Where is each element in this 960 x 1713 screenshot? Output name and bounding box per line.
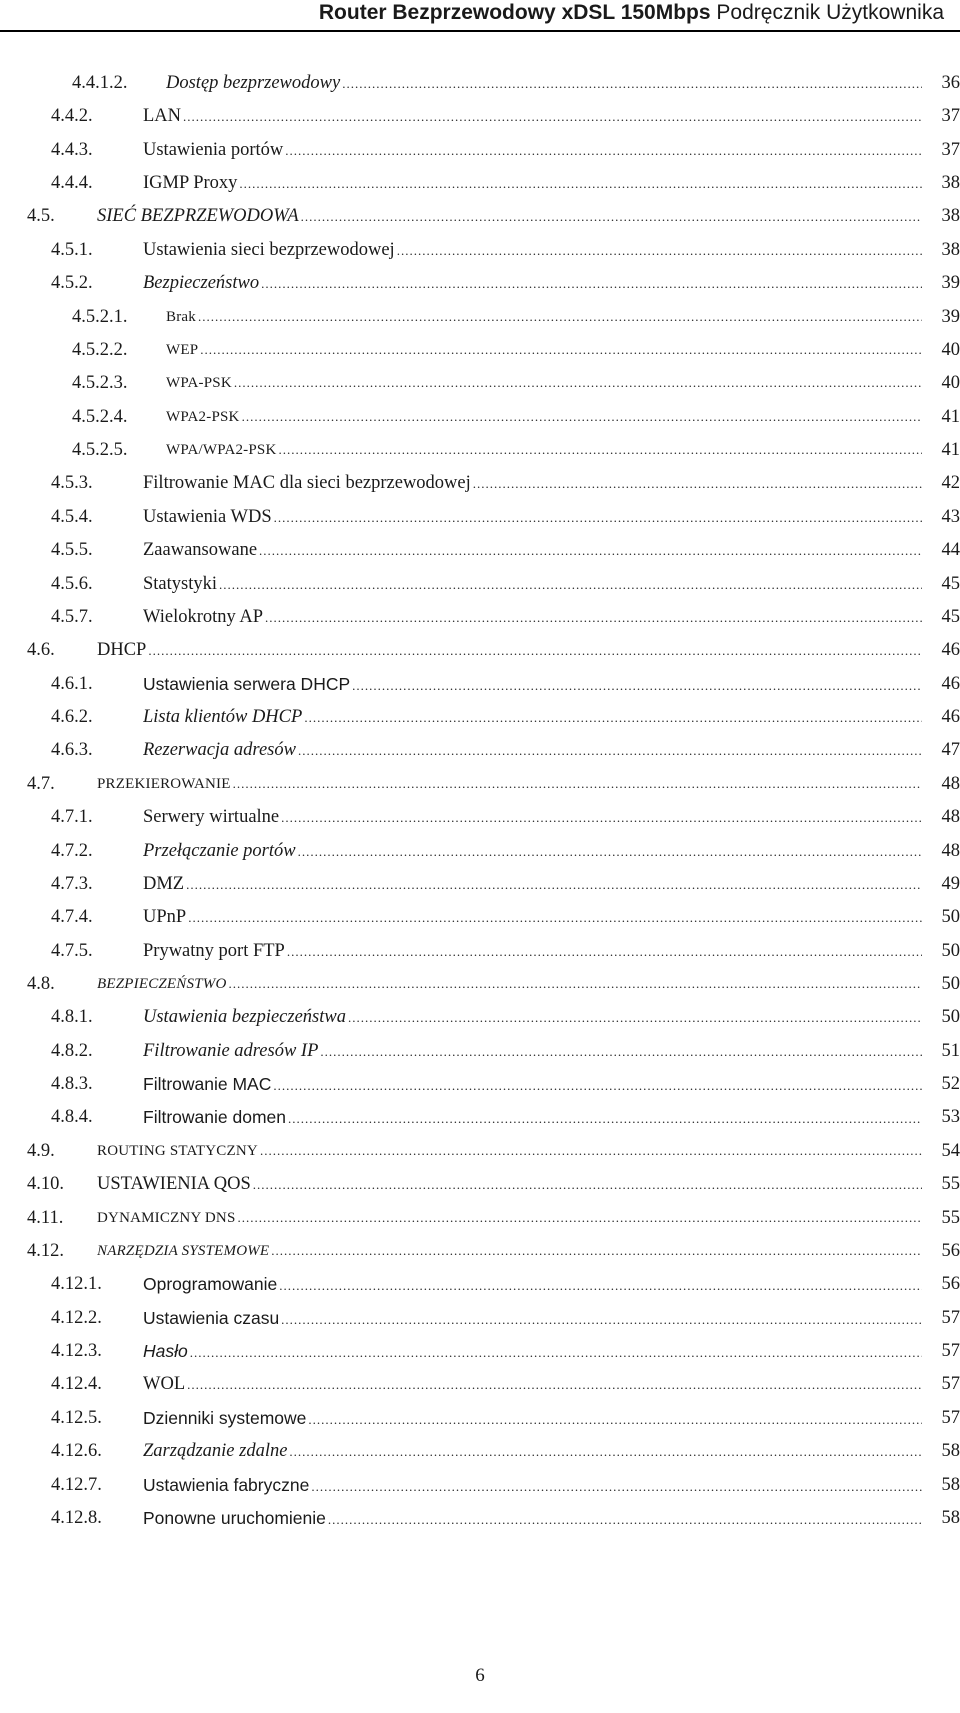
toc-leader-dots [265,603,922,632]
toc-entry-page: 46 [941,640,960,661]
toc-entry-number: 4.12.2. [51,1307,102,1328]
toc-entry-number: 4.7.3. [51,873,93,894]
toc-entry-page: 58 [941,1474,960,1495]
toc-entry-title: DMZ [143,869,186,899]
toc-entry-page: 57 [941,1407,960,1428]
toc-entry[interactable] [0,1269,960,1299]
toc-entry-title: Filtrowanie adresów IP [143,1036,320,1066]
toc-entry[interactable] [0,836,960,866]
toc-entry[interactable] [0,602,960,632]
toc-entry-title: Hasło [143,1336,190,1366]
toc-entry[interactable] [0,135,960,165]
toc-leader-dots [228,969,922,999]
toc-entry-number: 4.11. [27,1207,64,1228]
toc-entry-title: WPA2-PSK [166,402,242,432]
toc-entry-title: Filtrowanie MAC dla sieci bezprzewodowej [143,468,473,498]
toc-entry-number: 4.7.5. [51,940,93,961]
toc-leader-dots [301,202,922,231]
toc-entry[interactable] [0,1036,960,1066]
toc-entry-number: 4.4.2. [51,106,93,127]
toc-entry-title: NARZĘDZIA SYSTEMOWE [97,1236,271,1266]
toc-entry-number: 4.9. [27,1140,55,1161]
toc-leader-dots [348,1003,922,1032]
toc-leader-dots [281,803,922,832]
toc-entry-page: 58 [941,1507,960,1528]
toc-entry-number: 4.6.3. [51,740,93,761]
toc-entry-page: 41 [941,440,960,461]
toc-entry-number: 4.12.7. [51,1474,102,1495]
toc-entry[interactable] [0,1169,960,1199]
toc-entry-page: 45 [941,606,960,627]
toc-entry-title: UPnP [143,902,188,932]
toc-leader-dots [311,1472,922,1500]
toc-entry-page: 55 [941,1174,960,1195]
toc-entry[interactable] [0,669,960,699]
toc-entry-number: 4.12.6. [51,1441,102,1462]
toc-entry[interactable] [0,802,960,832]
toc-entry-page: 49 [941,873,960,894]
toc-leader-dots [259,536,922,565]
toc-leader-dots [352,671,922,699]
toc-entry[interactable] [0,735,960,765]
toc-leader-dots [148,636,922,665]
toc-entry-page: 50 [941,940,960,961]
toc-entry-number: 4.5.1. [51,239,93,260]
toc-entry-number: 4.5.7. [51,606,93,627]
toc-entry-number: 4.5.6. [51,573,93,594]
header-rule [0,30,960,32]
toc-entry-title: Ustawienia sieci bezprzewodowej [143,235,397,265]
toc-entry-number: 4.5.2.5. [72,440,128,461]
toc-entry-number: 4.5.4. [51,506,93,527]
toc-entry[interactable] [0,569,960,599]
toc-entry-number: 4.8. [27,973,55,994]
toc-entry-page: 53 [941,1107,960,1128]
toc-entry-number: 4.6.1. [51,673,93,694]
toc-entry-page: 39 [941,306,960,327]
toc-entry-page: 39 [941,273,960,294]
toc-entry[interactable] [0,335,960,365]
header-product-name: Router Bezprzewodowy xDSL 150Mbps [318,1,711,24]
toc-entry[interactable] [0,1069,960,1099]
toc-entry-number: 4.8.4. [51,1107,93,1128]
toc-entry[interactable] [0,235,960,265]
toc-entry-page: 40 [941,339,960,360]
toc-entry-title: Przełączanie portów [143,836,298,866]
toc-entry-page: 55 [941,1207,960,1228]
toc-entry-number: 4.8.1. [51,1007,93,1028]
toc-entry-page: 52 [941,1074,960,1095]
toc-entry-page: 37 [941,139,960,160]
toc-entry-number: 4.12. [27,1240,64,1261]
toc-entry-number: 4.5.2.3. [72,373,128,394]
toc-entry[interactable] [0,1403,960,1433]
toc-leader-dots [233,769,922,799]
toc-entry-number: 4.5.2.1. [72,306,128,327]
toc-entry-title: Ustawienia serwera DHCP [143,669,352,699]
toc-entry-page: 57 [941,1374,960,1395]
toc-entry-page: 42 [941,473,960,494]
toc-entry[interactable] [0,535,960,565]
toc-entry-number: 4.6. [27,640,55,661]
toc-entry-page: 36 [941,73,960,93]
toc-entry-title: Oprogramowanie [143,1269,279,1299]
toc-leader-dots [219,570,922,599]
toc-entry[interactable] [0,869,960,899]
toc-entry[interactable] [0,902,960,932]
toc-leader-dots [274,503,922,532]
toc-leader-dots [285,136,922,165]
toc-leader-dots [187,1370,922,1399]
running-header [319,0,944,30]
toc-entry-title: ROUTING STATYCZNY [97,1136,260,1166]
toc-entry[interactable] [0,368,960,398]
toc-entry-title: Ustawienia WDS [143,502,274,532]
toc-entry-page: 54 [941,1140,960,1161]
toc-leader-dots [271,1236,922,1266]
toc-leader-dots [239,169,922,198]
toc-entry-page: 38 [941,173,960,194]
toc-leader-dots [279,1271,922,1299]
toc-entry[interactable] [0,402,960,432]
toc-entry-page: 57 [941,1307,960,1328]
toc-entry-title: Ustawienia portów [143,135,285,165]
page-number: 6 [475,1665,485,1686]
toc-entry-title: Ustawienia czasu [143,1303,281,1333]
toc-entry[interactable] [0,969,960,999]
toc-leader-dots [234,368,922,398]
toc-leader-dots [188,903,922,932]
toc-entry-title: Rezerwacja adresów [143,735,298,765]
toc-entry-title: Dostęp bezprzewodowy [166,68,342,98]
toc-entry-number: 4.12.4. [51,1374,102,1395]
toc-leader-dots [183,102,922,131]
toc-entry-title: Zarządzanie zdalne [143,1436,289,1466]
toc-entry[interactable] [0,68,960,98]
toc-entry-page: 47 [941,740,960,761]
toc-entry-number: 4.5.3. [51,473,93,494]
toc-leader-dots [328,1505,922,1533]
toc-entry-title: Serwery wirtualne [143,802,281,832]
toc-entry-page: 46 [941,707,960,728]
toc-entry-page: 48 [941,840,960,861]
header-manual-name: Podręcznik Użytkownika [710,1,944,24]
toc-entry-number: 4.5.2.4. [72,406,128,427]
toc-entry-number: 4.7.1. [51,807,93,828]
toc-leader-dots [190,1338,922,1366]
toc-entry-number: 4.7. [27,773,55,794]
toc-entry[interactable] [0,1102,960,1132]
toc-entry-page: 50 [941,973,960,994]
toc-entry-number: 4.4.4. [51,173,93,194]
toc-entry[interactable] [0,1002,960,1032]
toc-leader-dots [200,335,922,365]
toc-entry-number: 4.6.2. [51,707,93,728]
toc-entry-number: 4.10. [27,1174,64,1195]
toc-entry-title: Dzienniki systemowe [143,1403,308,1433]
toc-entry-number: 4.8.2. [51,1040,93,1061]
toc-entry-title: IGMP Proxy [143,168,239,198]
toc-leader-dots [298,736,922,765]
toc-entry-number: 4.5.5. [51,540,93,561]
toc-leader-dots [242,402,922,432]
toc-entry[interactable] [0,268,960,298]
toc-entry-title: WEP [166,335,200,365]
toc-entry[interactable] [0,502,960,532]
toc-entry-page: 37 [941,106,960,127]
toc-entry-number: 4.4.3. [51,139,93,160]
toc-entry-page: 50 [941,1007,960,1028]
toc-entry-page: 38 [941,239,960,260]
toc-entry-page: 44 [941,540,960,561]
toc-entry-page: 56 [941,1274,960,1295]
toc-leader-dots [260,1136,922,1166]
toc-entry-page: 50 [941,907,960,928]
toc-entry-number: 4.12.3. [51,1341,102,1362]
toc-entry[interactable] [0,168,960,198]
toc-entry-page: 51 [941,1040,960,1061]
toc-entry-page: 41 [941,406,960,427]
toc-entry[interactable] [0,1470,960,1500]
toc-entry-title: WPA-PSK [166,368,234,398]
toc-entry[interactable] [0,1203,960,1233]
toc-entry-title: PRZEKIEROWANIE [97,769,233,799]
toc-entry[interactable] [0,101,960,131]
toc-leader-dots [298,837,922,866]
toc-entry[interactable] [0,435,960,465]
toc-entry-number: 4.4.1.2. [72,73,128,93]
toc-leader-dots [198,302,922,332]
toc-entry-page: 48 [941,807,960,828]
toc-leader-dots [289,1437,922,1466]
toc-entry-page: 40 [941,373,960,394]
toc-leader-dots [279,435,923,465]
toc-entry[interactable] [0,769,960,799]
toc-entry-page: 43 [941,506,960,527]
toc-entry-title: LAN [143,101,183,131]
toc-entry-page: 56 [941,1240,960,1261]
toc-entry-number: 4.12.1. [51,1274,102,1295]
toc-entry-number: 4.5. [27,206,55,227]
toc-leader-dots [261,269,922,298]
toc-entry-page: 46 [941,673,960,694]
toc-leader-dots [288,1104,922,1132]
toc-leader-dots [342,69,922,98]
toc-entry-number: 4.5.2. [51,273,93,294]
toc-entry-number: 4.7.4. [51,907,93,928]
toc-entry[interactable] [0,302,960,332]
toc-leader-dots [397,236,922,265]
toc-entry[interactable] [0,1136,960,1166]
toc-entry-number: 4.12.8. [51,1507,102,1528]
toc-entry-page: 38 [941,206,960,227]
toc-entry[interactable] [0,702,960,732]
toc-entry[interactable] [0,635,960,665]
toc-entry-number: 4.12.5. [51,1407,102,1428]
toc-entry-title: BEZPIECZEŃSTWO [97,969,228,999]
toc-leader-dots [281,1305,922,1333]
toc-entry[interactable] [0,201,960,231]
toc-entry-title: Lista klientów DHCP [143,702,304,732]
toc-leader-dots [320,1037,922,1066]
toc-leader-dots [238,1203,923,1233]
toc-entry-title: Filtrowanie MAC [143,1069,273,1099]
toc-entry-title: Ustawienia fabryczne [143,1470,311,1500]
toc-entry-title: DHCP [97,635,148,665]
toc-entry-title: WPA/WPA2-PSK [166,435,279,465]
toc-entry-title: Zaawansowane [143,535,259,565]
toc-entry[interactable] [0,1336,960,1366]
toc-leader-dots [304,703,922,732]
toc-entry-title: Bezpieczeństwo [143,268,261,298]
toc-entry-page: 58 [941,1441,960,1462]
toc-entry-number: 4.5.2.2. [72,339,128,360]
toc-leader-dots [473,469,922,498]
toc-leader-dots [186,870,922,899]
toc-leader-dots [253,1170,922,1199]
toc-entry-title: Ustawienia bezpieczeństwa [143,1002,348,1032]
toc-entry[interactable] [0,1503,960,1533]
toc-entry-title: WOL [143,1369,187,1399]
toc-entry-title: DYNAMICZNY DNS [97,1203,238,1233]
toc-entry-number: 4.7.2. [51,840,93,861]
toc-entry[interactable] [0,1436,960,1466]
toc-entry-number: 4.8.3. [51,1074,93,1095]
toc-entry-title: SIEĆ BEZPRZEWODOWA [97,201,301,231]
toc-entry-page: 57 [941,1341,960,1362]
toc-entry-title: Prywatny port FTP [143,936,287,966]
toc-entry-page: 48 [941,773,960,794]
toc-entry-title: Brak [166,302,198,332]
toc-entry[interactable] [0,1236,960,1266]
toc-entry[interactable] [0,468,960,498]
toc-leader-dots [273,1071,922,1099]
toc-entry-title: Filtrowanie domen [143,1102,288,1132]
toc-leader-dots [287,937,922,966]
toc-entry-page: 45 [941,573,960,594]
toc-entry-title: USTAWIENIA QOS [97,1169,253,1199]
toc-entry-title: Ponowne uruchomienie [143,1503,328,1533]
toc-entry[interactable] [0,936,960,966]
toc-entry-title: Statystyki [143,569,219,599]
toc-entry[interactable] [0,1303,960,1333]
toc-entry[interactable] [0,1369,960,1399]
toc-entry-title: Wielokrotny AP [143,602,265,632]
toc-leader-dots [308,1405,922,1433]
